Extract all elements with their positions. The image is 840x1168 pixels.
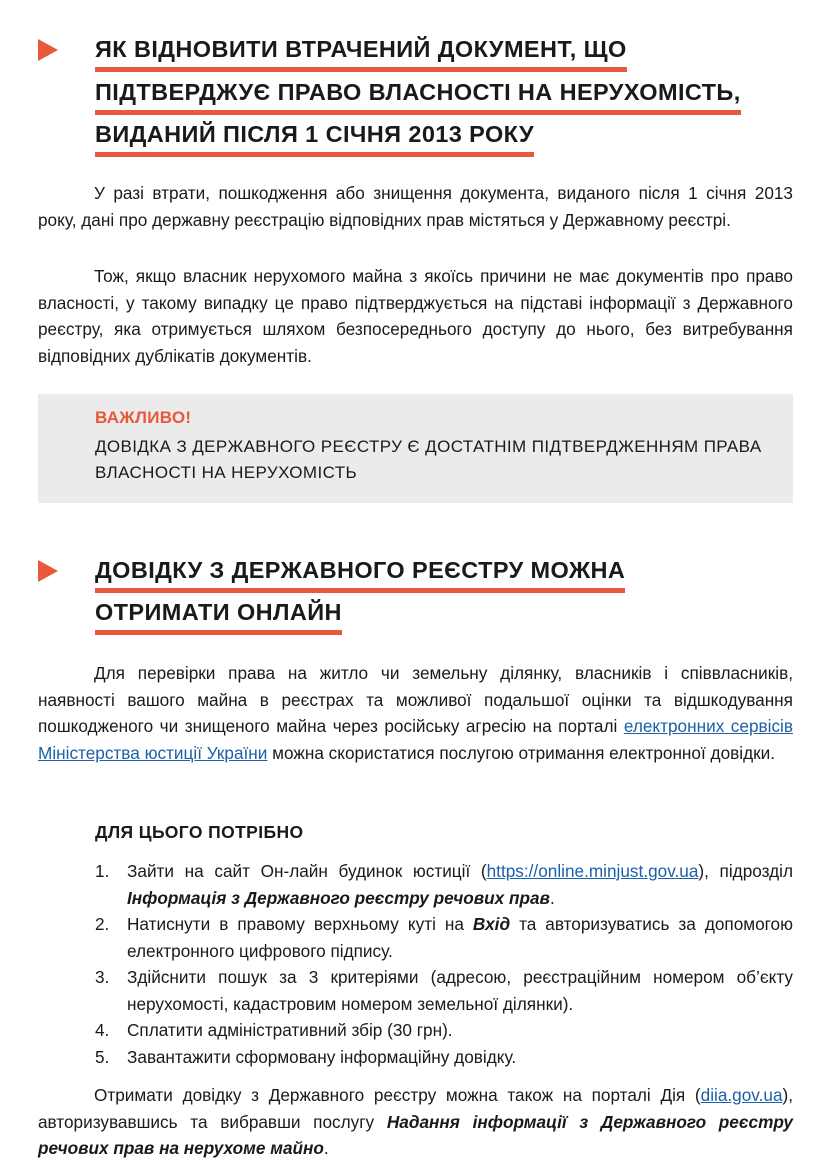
arrow-bullet-icon bbox=[38, 560, 58, 582]
section1-paragraph-2: Тож, якщо власник нерухомого майна з якоїсь причини не має документів про право власності, у такому випадку це право підтверджується на підставі інформації з Державного реєстру, яка отримується шляхом безпосереднього доступу до нього, без витребування відповідних дублікатів документів. bbox=[38, 266, 793, 366]
arrow-bullet-icon bbox=[38, 39, 58, 61]
important-text: ДОВІДКА З ДЕРЖАВНОГО РЕЄСТРУ Є ДОСТАТНІМ ПІДТВЕРДЖЕННЯМ ПРАВА ВЛАСНОСТІ НА НЕРУХОМІСТЬ bbox=[95, 437, 762, 482]
important-callout bbox=[38, 394, 793, 503]
section2-title-line-2: ОТРИМАТИ ОНЛАЙН bbox=[95, 599, 342, 635]
important-label: ВАЖЛИВО! bbox=[95, 408, 192, 427]
section1-title-line-1: ЯК ВІДНОВИТИ ВТРАЧЕНИЙ ДОКУМЕНТ, ЩО bbox=[95, 36, 627, 72]
section1-title-line-3: ВИДАНИЙ ПІСЛЯ 1 СІЧНЯ 2013 РОКУ bbox=[95, 121, 534, 157]
steps-subheading: ДЛЯ ЦЬОГО ПОТРІБНО bbox=[95, 822, 304, 842]
section1-paragraph-1: У разі втрати, пошкодження або знищення документа, виданого після 1 січня 2013 року, дані про державну реєстрацію відповідних прав містяться у Державному реєстрі. bbox=[38, 183, 793, 230]
section1-title-line-2: ПІДТВЕРДЖУЄ ПРАВО ВЛАСНОСТІ НА НЕРУХОМІСТЬ, bbox=[95, 79, 741, 115]
online-minjust-link[interactable]: https://online.minjust.gov.ua bbox=[486, 861, 699, 881]
minjust-services-link[interactable]: електронних сервісів Міністерства юстиції України bbox=[38, 716, 793, 763]
diia-link[interactable]: diia.gov.ua bbox=[700, 1085, 783, 1105]
closing-paragraph: Отримати довідку з Державного реєстру можна також на порталі Дія (diia.gov.ua), авторизувавшись та вибравши послугу Надання інформації з Державного реєстру речових прав на нерухоме майно. bbox=[38, 1085, 793, 1158]
section2-paragraph: Для перевірки права на житло чи земельну ділянку, власників і співвласників, наявності вашого майна в реєстрах та можливої подальшої оцінки та відшкодування пошкодженого чи знищеного майна через російську агресію на порталі електронних сервісів Міністерства юстиції України можна скористатися послугою отримання електронної довідки. bbox=[38, 663, 793, 763]
section2-title-line-1: ДОВІДКУ З ДЕРЖАВНОГО РЕЄСТРУ МОЖНА bbox=[95, 557, 625, 593]
